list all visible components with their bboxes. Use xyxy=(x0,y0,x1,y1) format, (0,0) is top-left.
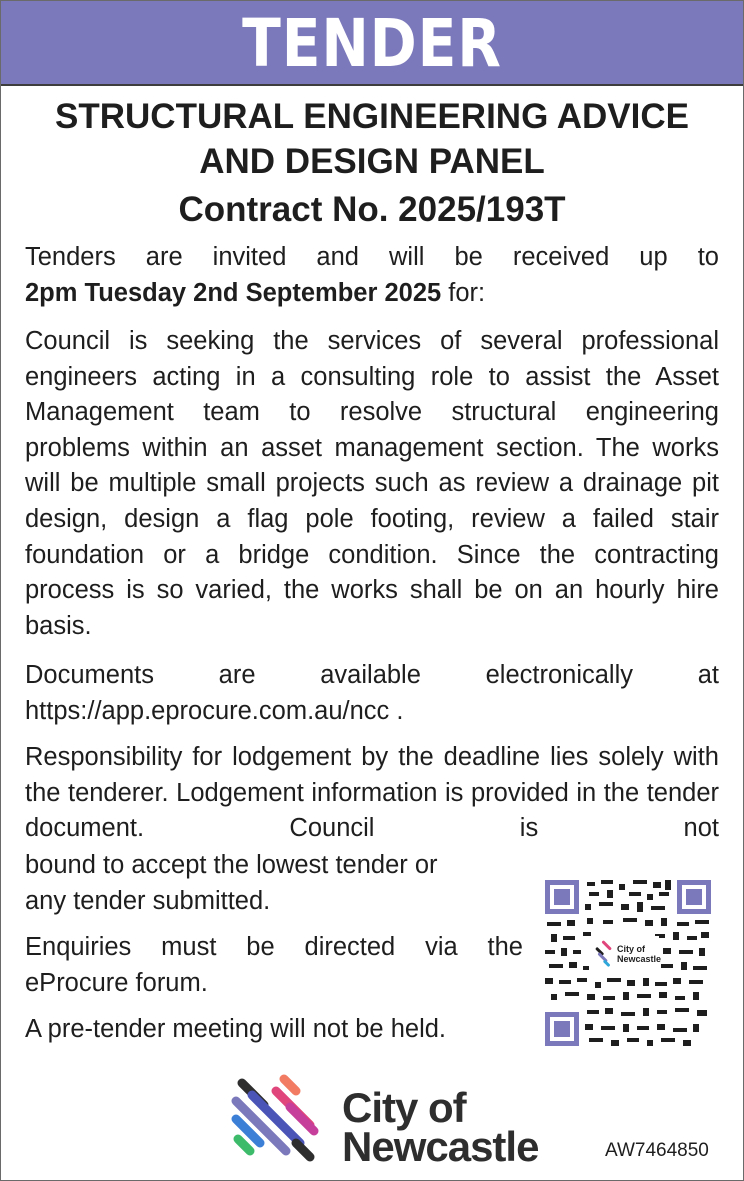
intro-for: for: xyxy=(441,278,486,307)
responsibility-line-4: bound to accept the lowest tender or xyxy=(25,851,438,879)
tender-banner xyxy=(1,1,743,86)
logo-line-2: Newcastle xyxy=(342,1123,539,1170)
responsibility-continued xyxy=(25,848,438,919)
enquiries-paragraph xyxy=(25,930,523,1001)
documents-text: Documents are available electronically at xyxy=(25,661,719,689)
intro-text: Tenders are invited and will be received up to xyxy=(25,243,719,271)
banner-title: TENDER xyxy=(242,5,502,82)
qr-label-line-2: Newcastle xyxy=(617,954,662,964)
city-logo-icon xyxy=(230,1073,320,1163)
responsibility-paragraph: Responsibility for lodgement by the deadline lies solely with the tenderer. Lodgement information is provided in the tender document. Council is not xyxy=(25,743,719,843)
advert-reference: AW7464850 xyxy=(605,1140,709,1161)
meeting-notice: A pre-tender meeting will not be held. xyxy=(25,1015,446,1043)
documents-url-link[interactable]: https://app.eprocure.com.au/ncc . xyxy=(25,696,404,725)
city-logo-text xyxy=(342,1084,539,1170)
heading-line-2: AND DESIGN PANEL xyxy=(199,142,545,181)
deadline-text: 2pm Tuesday 2nd September 2025 xyxy=(25,278,442,307)
qr-code[interactable] xyxy=(543,878,713,1048)
description-paragraph: Council is seeking the services of several professional engineers acting in a consulting role to assist the Asset Management team to resolve structural engineering problems within an asset management section. The works will be multiple small projects such as review a drainage pit design, design a flag pole footing, review a failed stair foundation or a bridge condition. Since the contracting process is so varied, the works shall be on an hourly hire basis. xyxy=(25,327,719,640)
qr-label-line-1: City of xyxy=(617,944,645,954)
documents-paragraph xyxy=(25,658,719,729)
enquiries-line-2: eProcure forum. xyxy=(25,968,208,997)
enquiries-line-1: Enquiries must be directed via the xyxy=(25,933,523,961)
contract-number: Contract No. 2025/193T xyxy=(178,190,566,229)
responsibility-line-5: any tender submitted. xyxy=(25,886,271,915)
heading-line-1: STRUCTURAL ENGINEERING ADVICE xyxy=(55,97,689,136)
intro-paragraph xyxy=(25,240,719,311)
logo-line-1: City of xyxy=(342,1084,466,1131)
